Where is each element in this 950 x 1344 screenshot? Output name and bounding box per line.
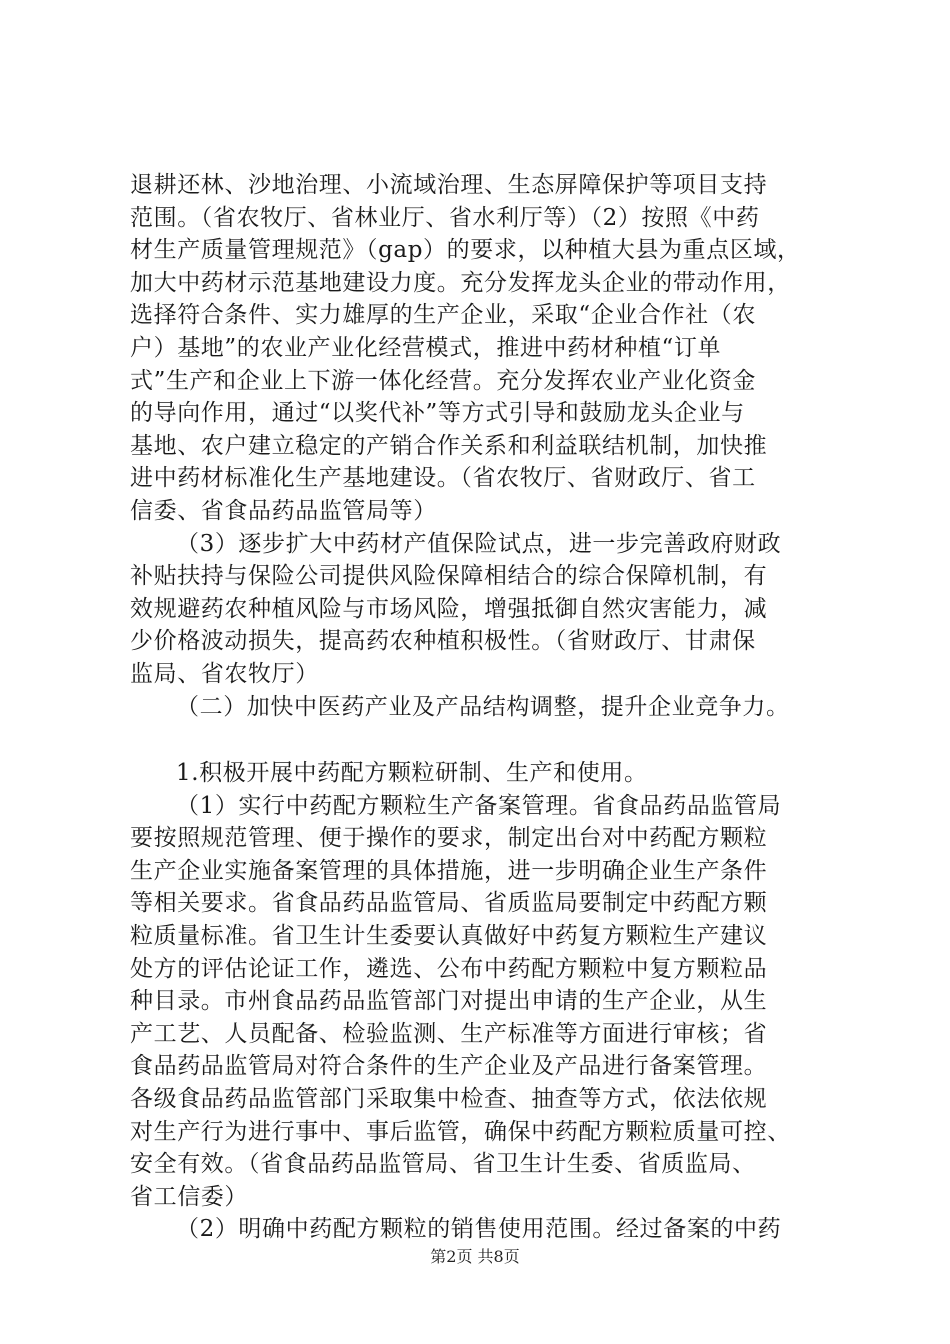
page-number-footer: 第2页 共8页 [430,1247,520,1266]
text-line: 对生产行为进行事中、事后监管，确保中药配方颗粒质量可控、 [130,1118,791,1145]
text-line: 的导向作用，通过“以奖代补”等方式引导和鼓励龙头企业与 [130,400,745,427]
subsection-heading: 1.积极开展中药配方颗粒研制、生产和使用。 [176,760,648,787]
text-line: 安全有效。（省食品药品监管局、省卫生计生委、省质监局、 [130,1151,756,1178]
text-line: 监局、省农牧厅） [130,660,319,687]
text-line: 种目录。市州食品药品监管部门对提出申请的生产企业，从生 [130,988,768,1015]
text-line: 补贴扶持与保险公司提供风险保障相结合的综合保障机制，有 [130,563,768,590]
text-line: 少价格波动损失，提高药农种植积极性。（省财政厅、甘肃保 [130,628,756,655]
text-line: 基地、农户建立稳定的产销合作关系和利益联结机制，加快推 [130,432,768,459]
text-line: 粒质量标准。省卫生计生委要认真做好中药复方颗粒生产建议 [130,923,768,950]
text-line: 信委、省食品药品监管局等） [130,497,437,524]
text-line: 食品药品监管局对符合条件的生产企业及产品进行备案管理。 [130,1053,768,1080]
text-line: 退耕还林、沙地治理、小流域治理、生态屏障保护等项目支持 [130,172,768,198]
text-line: 等相关要求。省食品药品监管局、省质监局要制定中药配方颗 [130,890,768,917]
section-heading: （二）加快中医药产业及产品结构调整，提升企业竞争力。 [176,693,790,720]
document-body [130,169,842,1246]
paragraph-start-line: （2）明确中药配方颗粒的销售使用范围。经过备案的中药 [176,1216,782,1243]
text-line: 效规避药农种植风险与市场风险，增强抵御自然灾害能力，减 [130,595,768,622]
paragraph-start-line: （1）实行中药配方颗粒生产备案管理。省食品药品监管局 [176,792,782,819]
text-line: 省工信委） [130,1183,248,1210]
text-line: 户）基地”的农业产业化经营模式，推进中药材种植“订单 [130,334,722,361]
text-line: 进中药材标准化生产基地建设。（省农牧厅、省财政厅、省工 [130,465,756,492]
text-line: 选择符合条件、实力雄厚的生产企业，采取“企业合作社（农 [130,302,756,329]
blank-line [130,723,842,757]
text-line: 材生产质量管理规范》（gap）的要求，以种植大县为重点区域， [130,237,801,264]
text-line: 式”生产和企业上下游一体化经营。充分发挥农业产业化资金 [130,367,756,394]
text-line: 处方的评估论证工作，遴选、公布中药配方颗粒中复方颗粒品 [130,955,768,982]
paragraph-start-line: （3）逐步扩大中药材产值保险试点，进一步完善政府财政 [176,530,782,557]
text-line: 生产企业实施备案管理的具体措施，进一步明确企业生产条件 [130,857,768,884]
text-line: 产工艺、人员配备、检验监测、生产标准等方面进行审核；省 [130,1020,768,1047]
text-line: 加大中药材示范基地建设力度。充分发挥龙头企业的带动作用， [130,269,791,296]
text-line: 各级食品药品监管部门采取集中检查、抽查等方式，依法依规 [130,1086,768,1113]
text-line: 范围。（省农牧厅、省林业厅、省水利厅等）（2）按照《中药 [130,204,760,231]
text-line: 要按照规范管理、便于操作的要求，制定出台对中药配方颗粒 [130,825,768,852]
